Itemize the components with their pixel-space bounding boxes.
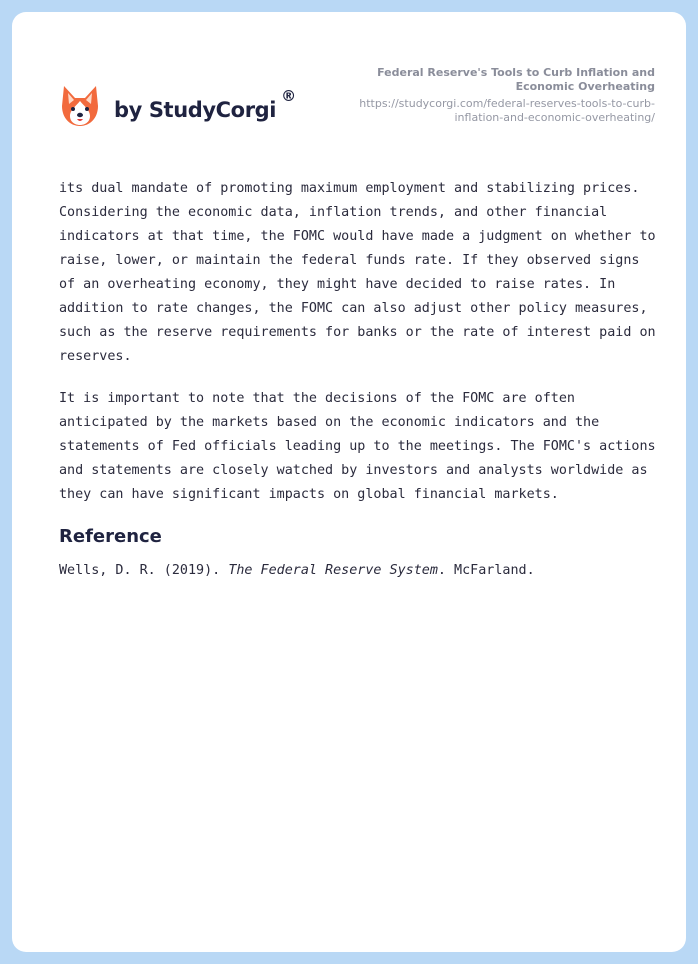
logo-wordmark: by StudyCorgi [114,98,277,122]
reference-publisher: . McFarland. [437,563,535,578]
studycorgi-logo[interactable] [60,76,296,136]
registered-mark: ® [281,87,297,105]
corgi-logo-icon [60,84,100,128]
reference-author-year: Wells, D. R. (2019). [59,563,229,578]
document-body [59,177,659,601]
document-header-info [315,66,655,124]
body-paragraph: its dual mandate of promoting maximum employment and stabilizing prices. Considering the economic data, inflation trends, and other financial indicators at that time, the FOMC would have made a judgment on whether to raise, lower, or maintain the federal funds rate. If they observed signs of an overheating economy, they might have decided to raise rates. In addition to rate changes, the FOMC can also adjust other policy measures, such as the reserve requirements for banks or the rate of interest paid on reserves. [59,181,656,364]
reference-heading: Reference [59,526,162,547]
document-title: Federal Reserve's Tools to Curb Inflation and Economic Overheating [377,66,655,93]
document-page [12,12,686,952]
body-paragraph: It is important to note that the decisions of the FOMC are often anticipated by the markets based on the economic indicators and the statements of Fed officials leading up to the meetings. The FOMC's actions and statements are closely watched by investors and analysts worldwide as they can have significant impacts on global financial markets. [59,391,656,502]
reference-title: The Federal Reserve System [228,563,438,578]
document-url[interactable]: https://studycorgi.com/federal-reserves-tools-to-curb-inflation-and-economic-overheating/ [359,97,655,124]
reference-entry [59,559,659,583]
